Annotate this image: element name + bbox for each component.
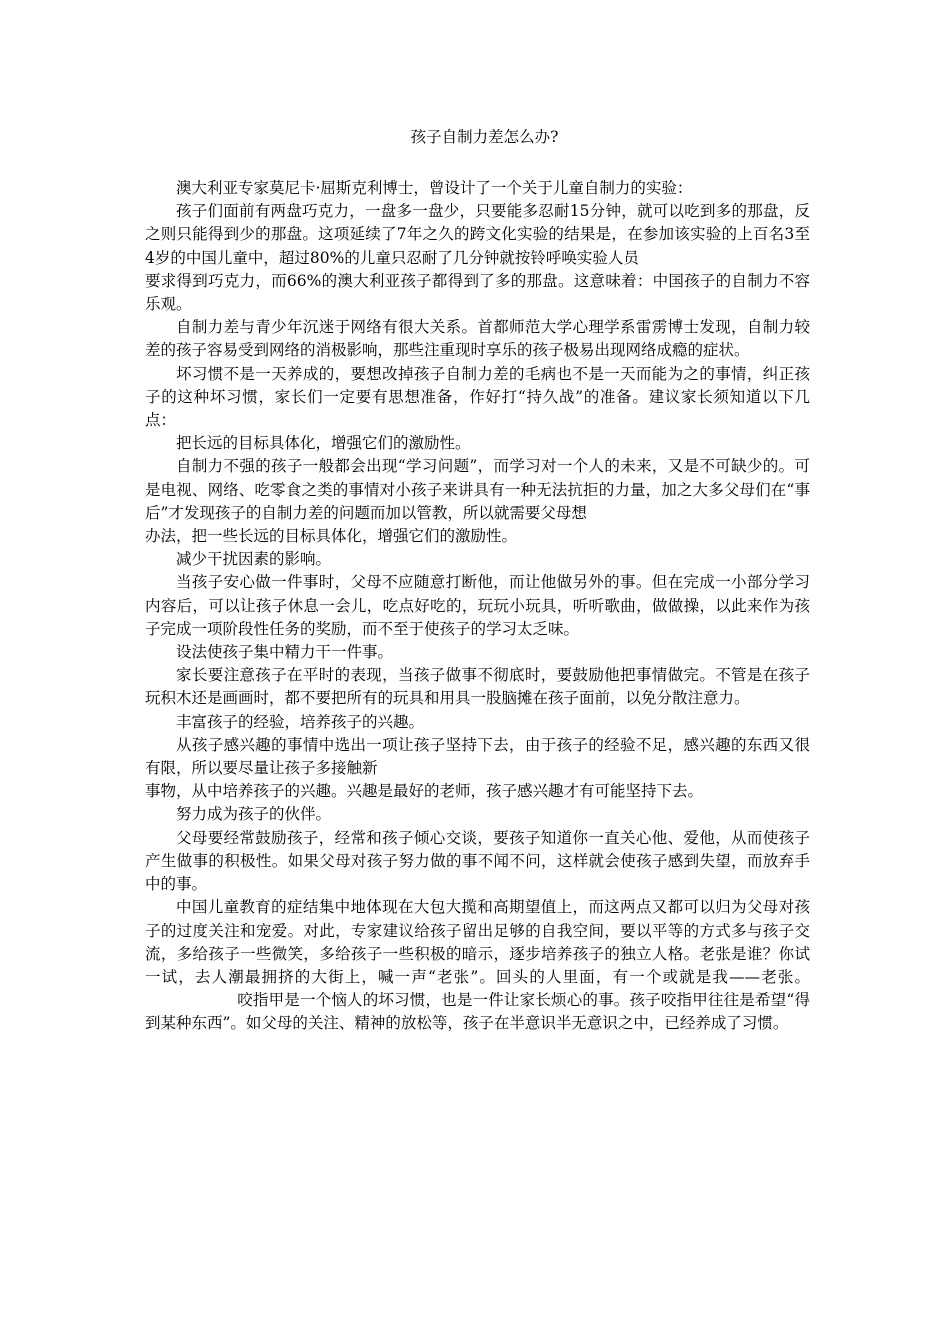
paragraph-experiment-detail	[145, 200, 810, 316]
paragraph-bad-habit: 坏习惯不是一天养成的，要想改掉孩子自制力差的毛病也不是一天而能为之的事情，纠正孩子的这种坏习惯，家长们一定要有思想准备，作好打“持久战”的准备。建议家长须知道以下几点：	[145, 364, 810, 430]
document-title: 孩子自制力差怎么办?	[410, 128, 559, 146]
paragraph-continuation: 事物，从中培养孩子的兴趣。兴趣是最好的老师，孩子感兴趣才有可能坚持下去。	[145, 782, 704, 801]
paragraph-internet-addiction: 自制力差与青少年沉迷于网络有很大关系。首都师范大学心理学系雷雳博士发现，自制力较差的孩子容易受到网络的消极影响，那些注重现时享乐的孩子极易出现网络成瘾的症状。	[145, 318, 810, 360]
heading-long-term-goals: 把长远的目标具体化，增强它们的激励性。	[176, 434, 471, 453]
paragraph-nail-biting: 咬指甲是一个恼人的坏习惯，也是一件让家长烦心的事。孩子咬指甲往往是希望“得到某种东西”。如父母的关注、精神的放松等，孩子在半意识半无意识之中，已经养成了习惯。	[145, 991, 810, 1033]
paragraph-finish-tasks: 家长要注意孩子在平时的表现，当孩子做事不彻底时，要鼓励他把事情做完。不管是在孩子玩积木还是画画时，都不要把所有的玩具和用具一股脑摊在孩子面前，以免分散注意力。	[145, 666, 810, 708]
paragraph-encourage-child: 父母要经常鼓励孩子，经常和孩子倾心交谈，要孩子知道你一直关心他、爱他，从而使孩子产生做事的积极性。如果父母对孩子努力做的事不闻不问，这样就会使孩子感到失望，而放弃手中的事。	[145, 828, 810, 894]
paragraph-text: 从孩子感兴趣的事情中选出一项让孩子坚持下去，由于孩子的经验不足，感兴趣的东西又很有限，所以要尽量让孩子多接触新	[145, 735, 810, 778]
paragraph-text: 孩子们面前有两盘巧克力，一盘多一盘少，只要能多忍耐15分钟，就可以吃到多的那盘，反之则只能得到少的那盘。这项延续了7年之久的跨文化实验的结果是，在参加该实验的上百名3至4岁的中国儿童中，超过80%的儿童只忍耐了几分钟就按铃呼唤实验人员	[145, 202, 810, 267]
paragraph-do-not-interrupt: 当孩子安心做一件事时，父母不应随意打断他，而让他做另外的事。但在完成一小部分学习内容后，可以让孩子休息一会儿，吃点好吃的，玩玩小玩具，听听歌曲，做做操，以此来作为孩子完成一项阶段性任务的奖励，而不至于使孩子的学习太乏味。	[145, 573, 810, 638]
paragraph-continuation: 办法，把一些长远的目标具体化，增强它们的激励性。	[145, 527, 518, 546]
paragraph-continuation: 要求得到巧克力，而66%的澳大利亚孩子都得到了多的那盘。这意味着：中国孩子的自制力不容乐观。	[145, 271, 810, 314]
paragraph-chinese-education	[145, 896, 810, 1035]
heading-be-partner: 努力成为孩子的伙伴。	[176, 805, 332, 824]
paragraph-text: 中国儿童教育的症结集中地体现在大包大揽和高期望值上，而这两点又都可以归为父母对孩子的过度关注和宠爱。对此，专家建议给孩子留出足够的自我空间，要以平等的方式多与孩子交流，多给孩子一些微笑，多给孩子一些积极的暗示，逐步培养孩子的独立人格。老张是谁？你试一试，去人潮最拥挤的大街上，喊一声“老张”。回头的人里面，有一个或就是我——老张。	[145, 898, 810, 986]
document-page	[145, 126, 810, 1036]
heading-focus-one-thing: 设法使孩子集中精力干一件事。	[176, 643, 394, 662]
paragraph-learning-problems	[145, 455, 810, 548]
paragraph-cultivate-interest	[145, 734, 810, 804]
paragraph-text: 自制力不强的孩子一般都会出现“学习问题”，而学习对一个人的未来，又是不可缺少的。可是电视、网络、吃零食之类的事情对小孩子来讲具有一种无法抗拒的力量，加之大多父母们在“事后”才发现孩子的自制力差的问题而加以管教，所以就需要父母想	[145, 457, 810, 522]
heading-enrich-experience: 丰富孩子的经验，培养孩子的兴趣。	[176, 712, 425, 731]
heading-reduce-distractions: 减少干扰因素的影响。	[176, 550, 332, 569]
paragraph-experiment-intro: 澳大利亚专家莫尼卡·屈斯克利博士，曾设计了一个关于儿童自制力的实验：	[176, 179, 693, 197]
